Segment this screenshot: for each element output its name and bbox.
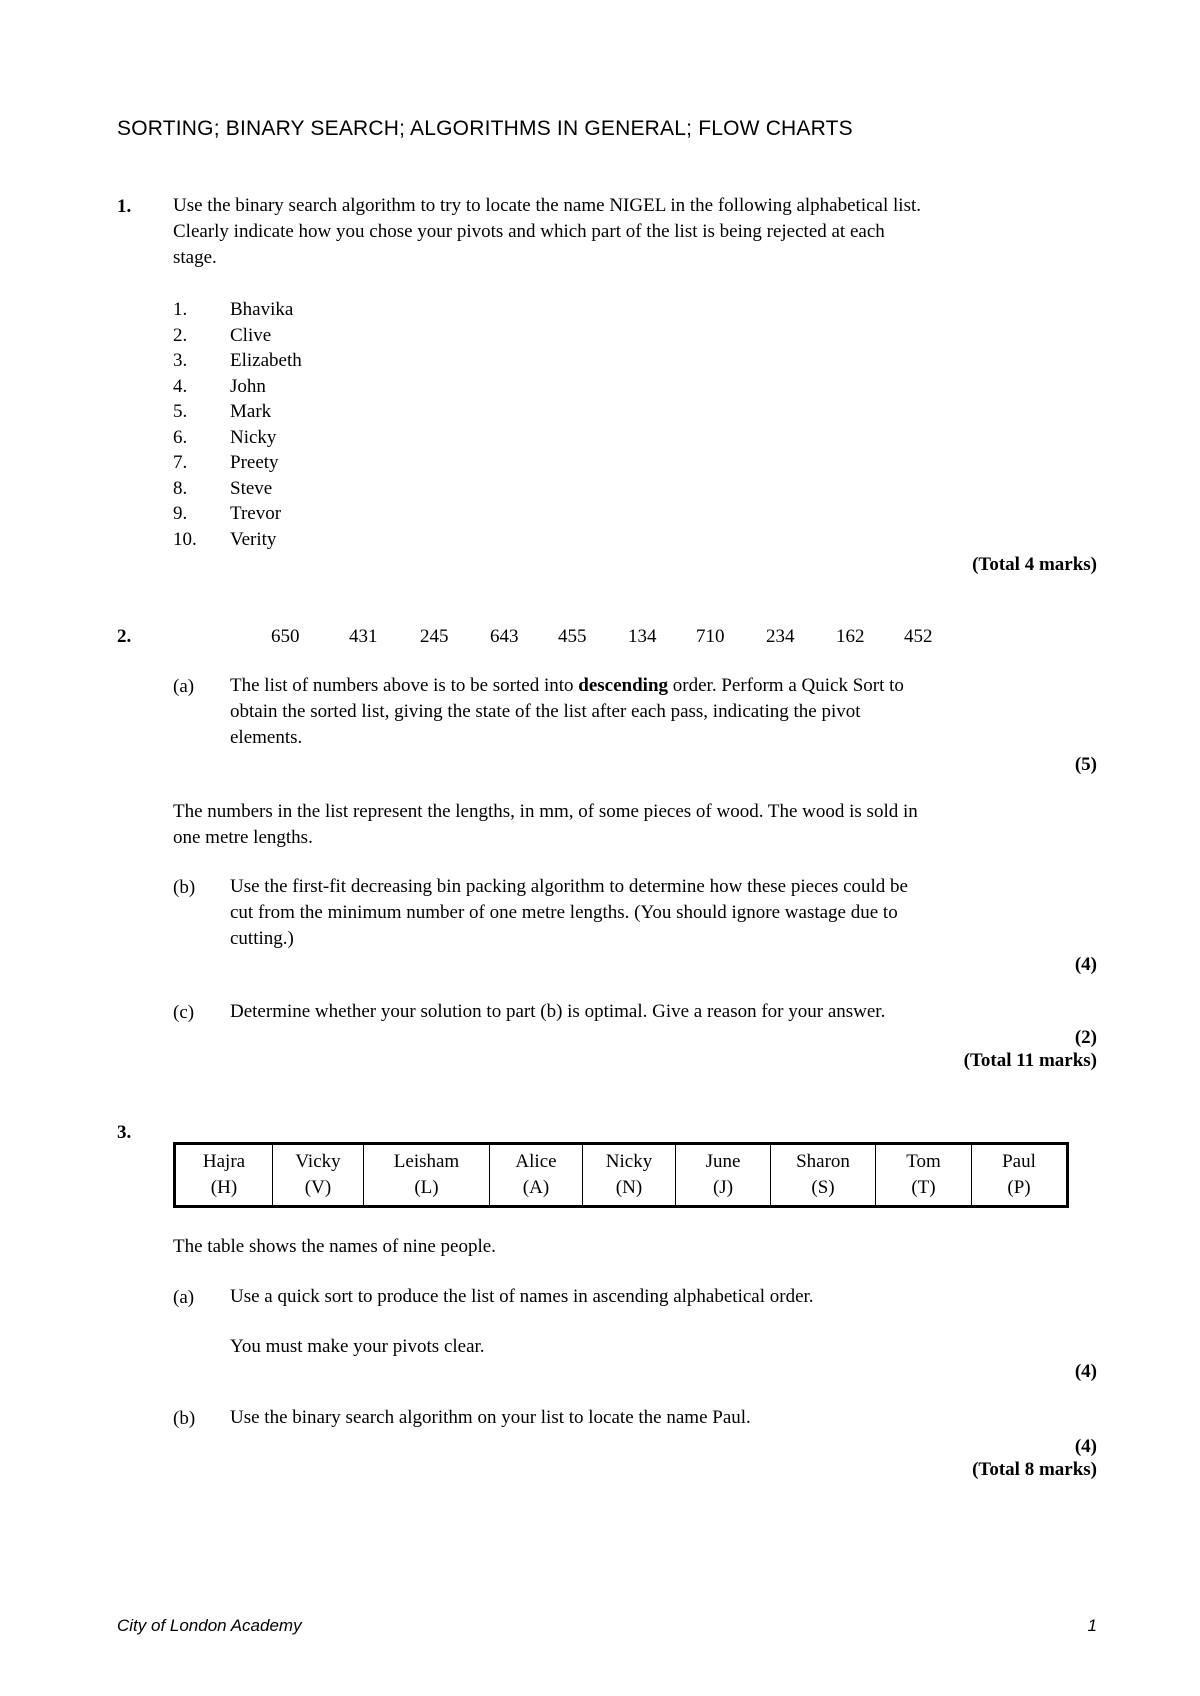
question-2c-label: (c) — [173, 1002, 195, 1023]
person-code: (J) — [712, 1177, 734, 1198]
table-cell — [175, 1144, 273, 1207]
number-item: 643 — [490, 626, 519, 647]
person-code: (L) — [414, 1177, 439, 1198]
question-1-line: stage. — [173, 247, 217, 268]
question-2b-line: Use the first-fit decreasing bin packing algorithm to determine how these pieces could be — [230, 876, 908, 897]
person-name: Alice — [515, 1151, 557, 1172]
question-2b-label: (b) — [173, 877, 196, 898]
list-item-name: Mark — [230, 401, 272, 422]
number-item: 162 — [836, 626, 865, 647]
question-2c-text: Determine whether your solution to part (b) is optimal. Give a reason for your answer. — [230, 1001, 886, 1022]
footer-school: City of London Academy — [117, 1616, 302, 1635]
person-name: Sharon — [796, 1151, 850, 1172]
table-cell — [273, 1144, 364, 1207]
list-item-name: Steve — [230, 477, 273, 499]
list-item-number: 6. — [173, 426, 188, 448]
list-item-number: 10. — [173, 528, 197, 550]
question-2b-line: cutting.) — [230, 928, 294, 949]
question-3a-marks: (4) — [1074, 1361, 1097, 1382]
number-list — [0, 626, 1200, 652]
question-3b-label: (b) — [173, 1408, 196, 1429]
question-3-number: 3. — [117, 1122, 132, 1143]
person-code: (V) — [304, 1177, 332, 1198]
question-2a-line: elements. — [230, 727, 303, 748]
question-1-line: Use the binary search algorithm to try to locate the name NIGEL in the following alphabetical list. — [173, 195, 921, 216]
names-table — [173, 1142, 1069, 1208]
person-name: Vicky — [295, 1151, 341, 1172]
person-name: Tom — [906, 1151, 941, 1172]
person-code: (A) — [522, 1177, 550, 1198]
emphasis-descending: descending — [578, 675, 669, 696]
question-3-total: (Total 8 marks) — [972, 1459, 1097, 1480]
question-1-total: (Total 4 marks) — [972, 554, 1097, 575]
list-item-number: 5. — [173, 401, 188, 422]
number-item: 710 — [696, 626, 725, 647]
list-item-name: Elizabeth — [230, 350, 302, 371]
number-item: 650 — [271, 626, 300, 647]
question-2c-marks: (2) — [1074, 1027, 1097, 1048]
number-item: 431 — [349, 626, 378, 647]
question-2b-text — [230, 874, 1090, 952]
question-2-intro-line: one metre lengths. — [173, 827, 313, 848]
table-cell — [876, 1144, 972, 1207]
question-3a-line1: Use a quick sort to produce the list of names in ascending alphabetical order. — [230, 1286, 814, 1307]
person-code: (N) — [615, 1177, 643, 1198]
question-2b-marks: (4) — [1074, 954, 1097, 975]
table-cell — [490, 1144, 583, 1207]
question-1-number: 1. — [117, 196, 132, 217]
list-item-number: 3. — [173, 350, 188, 371]
list-item-name: John — [230, 375, 266, 397]
question-2-intro — [173, 799, 1073, 851]
table-cell — [364, 1144, 490, 1207]
list-item-number: 2. — [173, 324, 188, 346]
table-cell — [972, 1144, 1068, 1207]
person-name: Leisham — [393, 1151, 460, 1172]
question-2-number: 2. — [117, 626, 132, 647]
list-item-number: 1. — [173, 299, 188, 320]
question-3a-line2: You must make your pivots clear. — [230, 1336, 485, 1357]
question-3b-line1: Use the binary search algorithm on your list to locate the name Paul. — [230, 1407, 751, 1428]
number-item: 134 — [628, 626, 657, 647]
question-2a-line: obtain the sorted list, giving the state of the list after each pass, indicating the pivot — [230, 701, 861, 722]
person-code: (T) — [911, 1177, 936, 1198]
number-item: 234 — [766, 626, 795, 647]
question-1-line: Clearly indicate how you chose your pivots and which part of the list is being rejected at each — [173, 221, 885, 242]
list-item-name: Trevor — [230, 503, 282, 524]
names-table-row — [175, 1144, 1068, 1207]
names-table-wrap — [173, 1142, 1069, 1208]
list-item-name: Verity — [230, 528, 277, 550]
list-item-number: 7. — [173, 452, 188, 473]
list-item-number: 8. — [173, 477, 188, 499]
table-cell — [771, 1144, 876, 1207]
person-code: (S) — [811, 1177, 835, 1198]
person-name: June — [705, 1151, 741, 1172]
number-item: 452 — [904, 626, 933, 647]
question-2-intro-line: The numbers in the list represent the lengths, in mm, of some pieces of wood. The wood is sold in — [173, 801, 918, 822]
person-code: (H) — [210, 1177, 238, 1198]
list-item-name: Nicky — [230, 426, 277, 448]
page-number: 1 — [1087, 1616, 1097, 1635]
list-item-name: Preety — [230, 452, 279, 473]
person-code: (P) — [1007, 1177, 1031, 1198]
question-2a-label: (a) — [173, 676, 195, 697]
list-item-number: 9. — [173, 503, 188, 524]
number-item: 455 — [558, 626, 587, 647]
question-3b-marks: (4) — [1074, 1436, 1097, 1457]
list-item-number: 4. — [173, 375, 188, 397]
table-cell — [583, 1144, 676, 1207]
question-2b-line: cut from the minimum number of one metre lengths. (You should ignore wastage due to — [230, 902, 898, 923]
question-2a-text — [230, 673, 1090, 751]
list-item-name: Clive — [230, 324, 272, 346]
question-3a-label: (a) — [173, 1287, 195, 1308]
table-cell — [676, 1144, 771, 1207]
person-name: Nicky — [605, 1151, 653, 1172]
question-1-text — [173, 193, 1073, 271]
person-name: Paul — [1002, 1151, 1036, 1172]
question-3-intro: The table shows the names of nine people. — [173, 1236, 496, 1257]
question-2a-line: The list of numbers above is to be sorted into descending order. Perform a Quick Sort to — [230, 675, 904, 696]
person-name: Hajra — [202, 1151, 246, 1172]
question-2a-marks: (5) — [1074, 754, 1097, 775]
number-item: 245 — [420, 626, 449, 647]
question-2-total: (Total 11 marks) — [963, 1050, 1097, 1071]
list-item-name: Bhavika — [230, 299, 294, 320]
page-title: SORTING; BINARY SEARCH; ALGORITHMS IN GENERAL; FLOW CHARTS — [117, 117, 853, 140]
